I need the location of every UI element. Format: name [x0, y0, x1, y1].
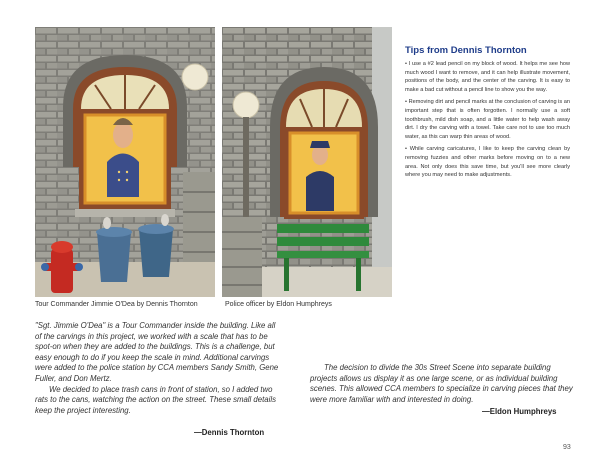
tip-item: • Removing dirt and pencil marks at the conclusion of carving is an important step that is often forgotten. I normally use a soft toothbrush, mild dish soap, and a little water to help wash away dirt. I dry the carving with a towel. Take care not to use too much water, as this can warp thin areas of wood.: [405, 98, 570, 141]
photo-police-officer: [222, 27, 392, 297]
tips-list: [405, 60, 570, 180]
photo-tour-commander: [35, 27, 215, 297]
quote-paragraph: We decided to place trash cans in front of station, so I added two rats to the cans, watching the action on the street. These small details keep the project interesting.: [35, 384, 276, 415]
signature-eldon-humphreys: —Eldon Humphreys: [482, 407, 557, 416]
photo-caption-right: Police officer by Eldon Humphreys: [225, 301, 332, 308]
tip-item: • While carving caricatures, I like to keep the carving clean by removing fuzzies and other marks before moving on to a new area. Not only does this save time, but you'll see more clearly where you may need to make adjustments.: [405, 145, 570, 179]
tips-title: Tips from Dennis Thornton: [405, 45, 527, 56]
signature-dennis-thornton: —Dennis Thornton: [194, 428, 265, 437]
photo-caption-left: Tour Commander Jimmie O'Dea by Dennis Thornton: [35, 301, 198, 308]
page-number: 93: [563, 444, 571, 451]
tips-sidebar: [405, 45, 570, 184]
quote-eldon-humphreys: [310, 363, 575, 405]
quote-paragraph: The decision to divide the 30s Street Scene into separate building projects allows us display it as one large scene, or as individual building scenes. This allowed CCA members to specialize in carving pieces that they were more familiar with and interested in doing.: [310, 363, 573, 404]
tip-item: • I use a #2 lead pencil on my block of wood. It helps me see how much wood I want to remove, and it can help illustrate movement, positions of the body, and the center of the carving. It is easy to make a bad cut without a pencil line to show you the way.: [405, 60, 570, 94]
quote-dennis-thornton: [35, 321, 280, 416]
quote-paragraph: "Sgt. Jimmie O'Dea" is a Tour Commander inside the building. Like all of the carvings in this project, we worked with a scale that has to be spot-on when they are added to the buildings. This is a challenge, but easy enough to do if you keep the scale in mind. Additional carvings were added to the police station by CCA members Sandy Smith, Gene Fuller, and Don Mertz.: [35, 321, 279, 383]
